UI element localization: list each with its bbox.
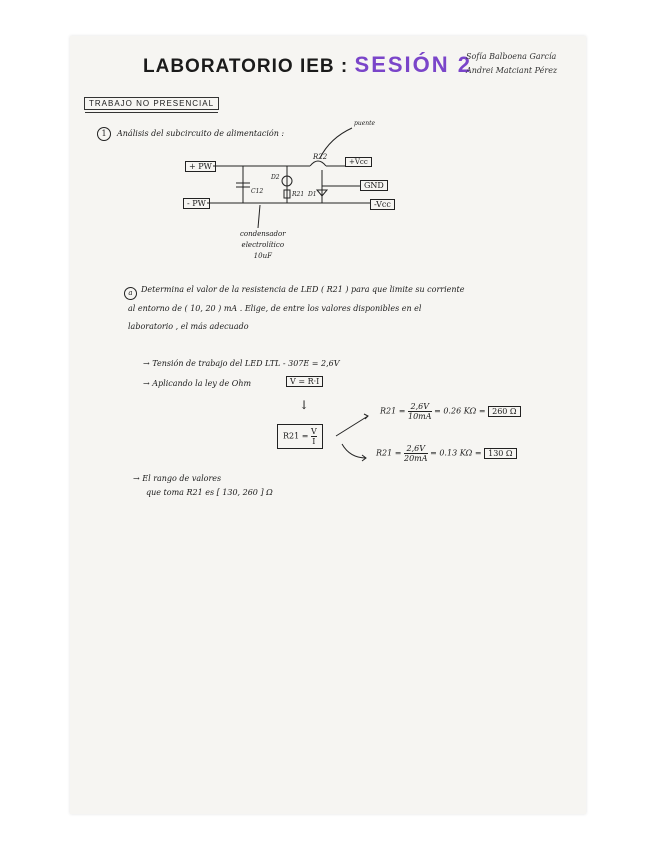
author-1: Sofía Balboena García: [466, 52, 557, 61]
label-pos-pw: + PW: [185, 161, 216, 172]
label-c12: C12: [251, 188, 264, 195]
label-vcc-neg: -Vcc: [370, 199, 395, 210]
title-main: LABORATORIO IEB :: [143, 56, 349, 77]
section-label: TRABAJO NO PRESENCIAL: [84, 97, 219, 110]
author-2: Andrei Matciant Pérez: [466, 66, 558, 75]
label-gnd: GND: [360, 180, 388, 191]
range-line-1: → El rango de valores: [133, 474, 222, 483]
ohm-line: → Aplicando la ley de Ohm: [143, 379, 252, 388]
range-line-2: que toma R21 es [ 130, 260 ] Ω: [146, 488, 273, 497]
item-a-line-1: Determina el valor de la resistencia de LED ( R21 ) para que limite su corriente: [141, 285, 465, 294]
item-a-line-2: al entorno de ( 10, 20 ) mA . Elige, de entre los valores disponibles en el: [128, 304, 422, 313]
label-vcc-pos: +Vcc: [345, 157, 372, 167]
item-a-letter: a: [124, 287, 137, 300]
calc-1-result: 260 Ω: [488, 406, 520, 417]
tension-line: → Tensión de trabajo del LED LTL - 307E = 2,6V: [143, 359, 340, 368]
calc-2: R21 = $\frac{2,6V}{20mA}$ = 0.13 KΩ = 130 Ω: [376, 444, 517, 463]
label-d1: D1: [308, 191, 317, 198]
item-a-line-3: laboratorio , el más adecuado: [128, 322, 249, 331]
label-r22: R22: [313, 153, 328, 161]
arrow-down: ↓: [299, 398, 310, 412]
label-neg-pw: - PW: [183, 198, 210, 209]
label-puente: puente: [354, 120, 376, 127]
title-session: SESIÓN 2: [354, 52, 473, 77]
label-d2: D2: [271, 174, 280, 181]
calc-1: R21 = $\frac{2,6V}{10mA}$ = 0.26 KΩ = 260 Ω: [380, 402, 521, 421]
ohm-formula: V = R·I: [286, 376, 323, 387]
capacitor-note: condensador electrolítico 10uF: [240, 230, 286, 260]
label-r21: R21: [292, 191, 305, 198]
calc-2-result: 130 Ω: [484, 448, 516, 459]
item1-heading: Análisis del subcircuito de alimentación :: [117, 129, 285, 138]
item1-number: 1: [97, 127, 111, 141]
formula-box: R21 = $\frac{V}{I}$: [277, 424, 323, 449]
